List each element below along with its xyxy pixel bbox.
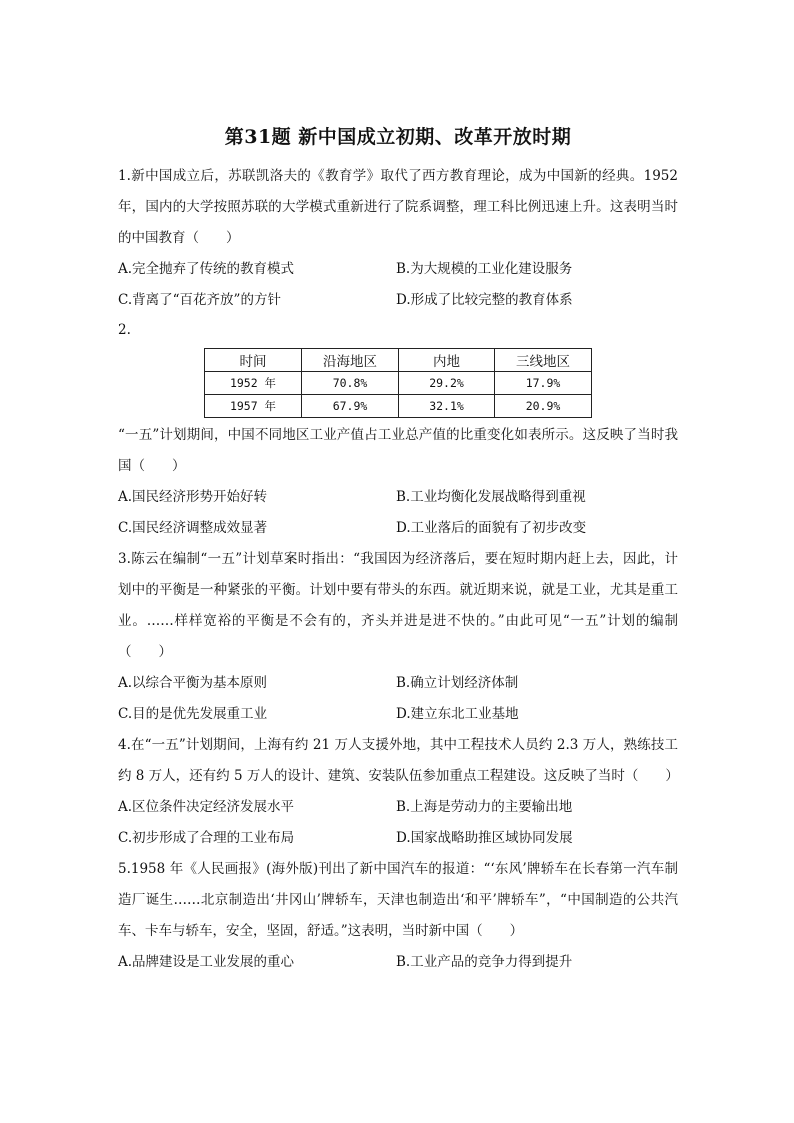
table-cell: 32.1% xyxy=(399,395,495,418)
table-header-cell: 内地 xyxy=(399,349,495,372)
option-d: D.形成了比较完整的教育体系 xyxy=(396,292,573,308)
industry-share-table xyxy=(204,348,592,418)
question-1-options xyxy=(118,254,678,316)
table-cell: 29.2% xyxy=(399,372,495,395)
option-a: A.品牌建设是工业发展的重心 xyxy=(118,954,295,970)
table-cell: 17.9% xyxy=(495,372,592,395)
option-b: B.为大规模的工业化建设服务 xyxy=(396,261,573,277)
page-title: 第31题 新中国成立初期、改革开放时期 xyxy=(224,126,572,148)
table-cell: 20.9% xyxy=(495,395,592,418)
question-2 xyxy=(118,316,678,544)
option-d: D.工业落后的面貌有了初步改变 xyxy=(396,520,587,536)
table-header-cell: 三线地区 xyxy=(495,349,592,372)
question-2-options xyxy=(118,482,678,544)
question-5 xyxy=(118,854,678,978)
question-2-number: 2. xyxy=(118,322,131,338)
option-d: D.国家战略助推区域协同发展 xyxy=(396,830,573,846)
option-a: A.区位条件决定经济发展水平 xyxy=(118,799,295,815)
table-header-row xyxy=(205,349,592,372)
option-c: C.目的是优先发展重工业 xyxy=(118,706,268,722)
option-a: A.国民经济形势开始好转 xyxy=(118,489,268,505)
table-cell: 1957 年 xyxy=(205,395,302,418)
option-b: B.工业产品的竞争力得到提升 xyxy=(396,954,573,970)
document-page xyxy=(118,122,678,978)
table-row xyxy=(205,372,592,395)
question-3 xyxy=(118,544,678,730)
question-3-stem: 3.陈云在编制“一五”计划草案时指出：“我国因为经济落后，要在短时期内赶上去，因此，计划中的平衡是一种紧张的平衡。计划中要有带头的东西。就近期来说，就是工业，尤其是重工业。……样样宽裕的平衡是不会有的，齐头并进是进不快的。”由此可见“一五”计划的编制（ ） xyxy=(118,551,678,660)
option-b: B.工业均衡化发展战略得到重视 xyxy=(396,489,586,505)
option-d: D.建立东北工业基地 xyxy=(396,706,519,722)
question-4-options xyxy=(118,792,678,854)
table-cell: 67.9% xyxy=(302,395,399,418)
table-row xyxy=(205,395,592,418)
question-4 xyxy=(118,730,678,854)
table-header-cell: 沿海地区 xyxy=(302,349,399,372)
question-1 xyxy=(118,161,678,316)
table-cell: 70.8% xyxy=(302,372,399,395)
question-4-stem: 4.在“一五”计划期间，上海有约 21 万人支援外地，其中工程技术人员约 2.3 万人，熟练技工约 8 万人，还有约 5 万人的设计、建筑、安装队伍参加重点工程建设。这反映了当时（ ） xyxy=(118,737,679,784)
question-5-options xyxy=(118,947,678,978)
option-c: C.背离了“百花齐放”的方针 xyxy=(118,292,281,308)
table-cell: 1952 年 xyxy=(205,372,302,395)
table-header-cell: 时间 xyxy=(205,349,302,372)
option-a: A.以综合平衡为基本原则 xyxy=(118,675,268,691)
question-2-stem: “一五”计划期间，中国不同地区工业产值占工业总产值的比重变化如表所示。这反映了当时我国（ ） xyxy=(118,427,678,474)
option-c: C.初步形成了合理的工业布局 xyxy=(118,830,295,846)
option-a: A.完全抛弃了传统的教育模式 xyxy=(118,261,295,277)
question-3-options xyxy=(118,668,678,730)
option-b: B.确立计划经济体制 xyxy=(396,675,519,691)
question-5-stem: 5.1958 年《人民画报》(海外版)刊出了新中国汽车的报道：“‘东风’牌轿车在长春第一汽车制造厂诞生……北京制造出‘井冈山’牌轿车，天津也制造出‘和平’牌轿车”，“中国制造的公共汽车、卡车与轿车，安全，坚固，舒适。”这表明，当时新中国（ ） xyxy=(118,861,678,939)
option-c: C.国民经济调整成效显著 xyxy=(118,520,268,536)
option-b: B.上海是劳动力的主要输出地 xyxy=(396,799,573,815)
question-1-stem: 1.新中国成立后，苏联凯洛夫的《教育学》取代了西方教育理论，成为中国新的经典。1952年，国内的大学按照苏联的大学模式重新进行了院系调整，理工科比例迅速上升。这表明当时的中国教育（ ） xyxy=(118,168,678,246)
